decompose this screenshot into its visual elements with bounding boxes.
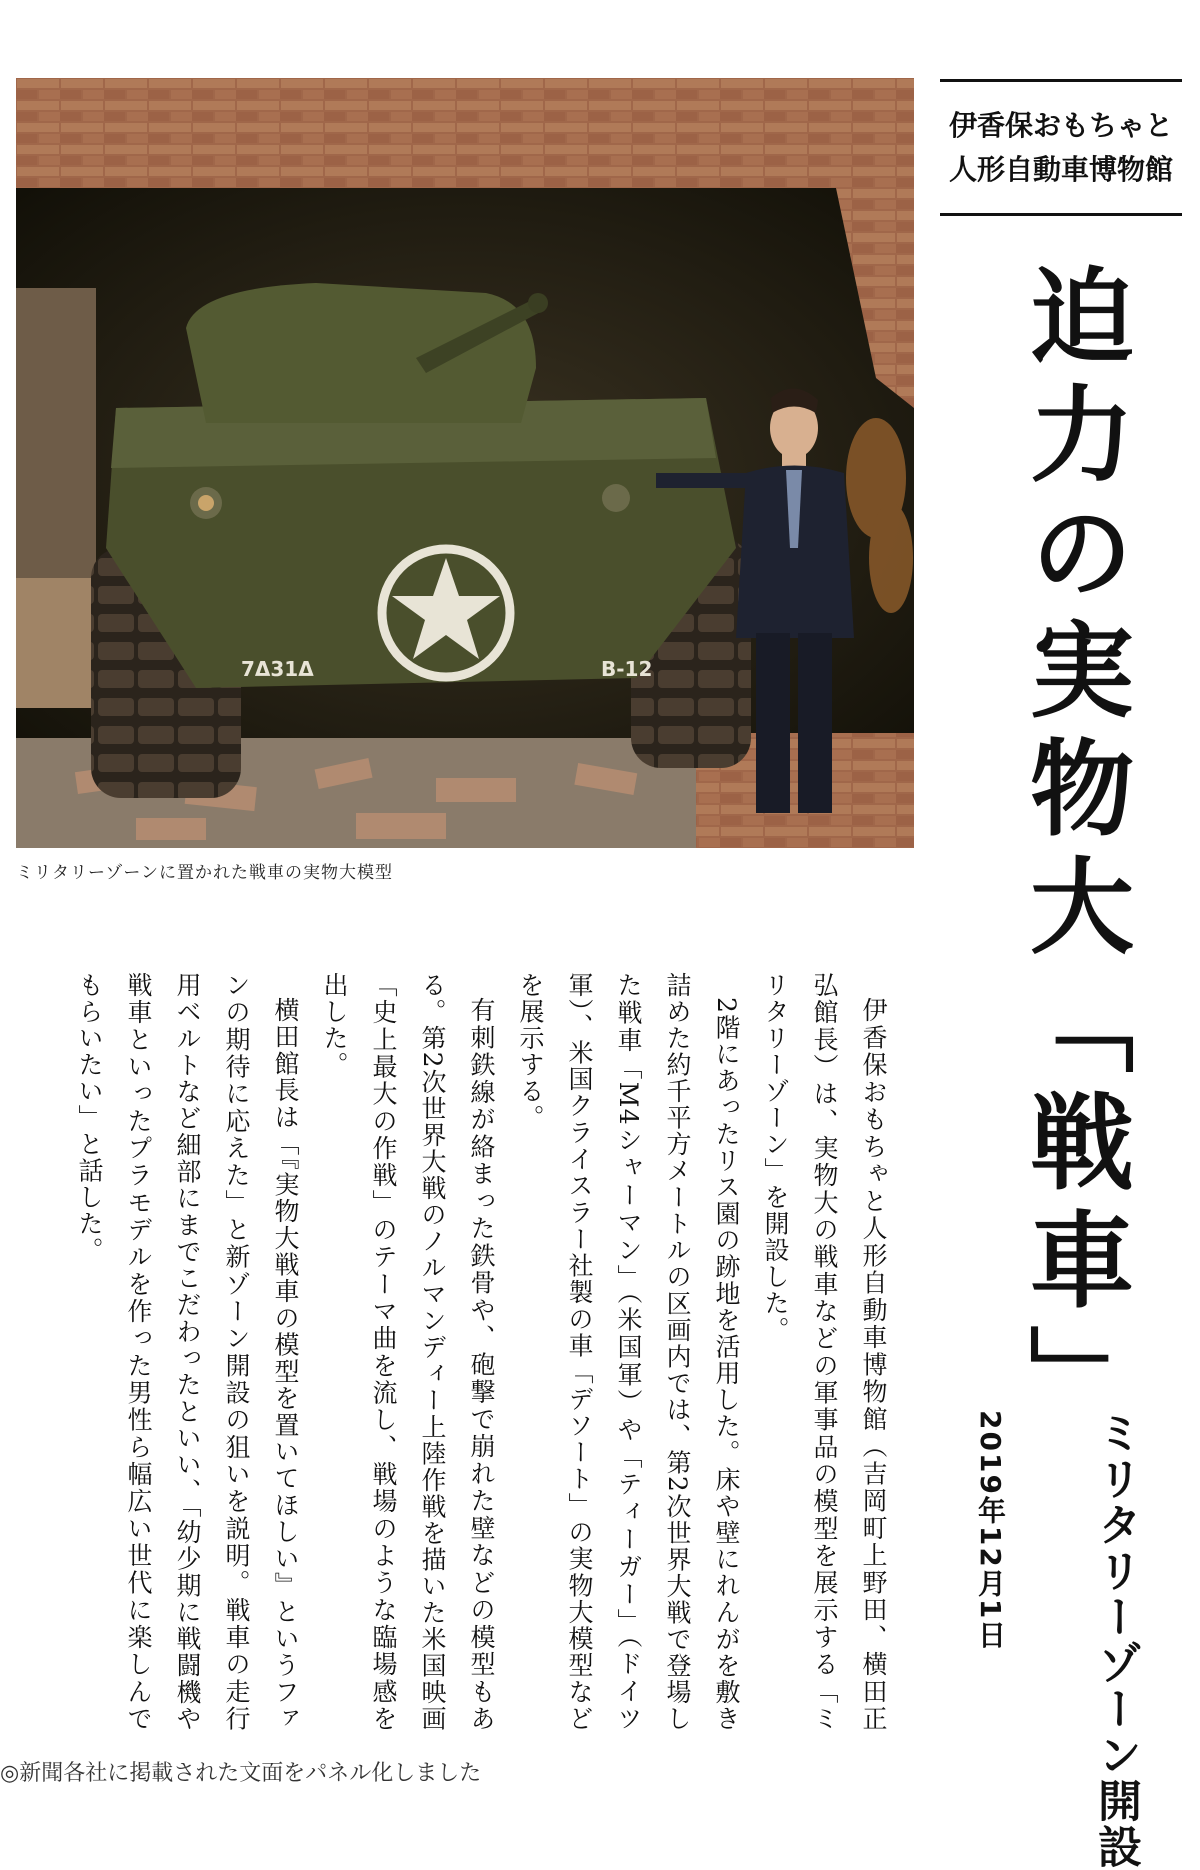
headline: 迫力の実物大「戦車」 [1012, 262, 1134, 1442]
subhead [972, 1410, 1142, 1870]
subhead-date: 2019年12月1日 [974, 1410, 1007, 1651]
museum-name-line-2: 人形自動車博物館 [948, 153, 1173, 186]
tank-photo-illustration [16, 78, 914, 848]
museum-name [940, 104, 1182, 192]
article-body [24, 972, 898, 1732]
article-paragraph: 横田館長は「『実物大戦車の模型を置いてほしい』というファンの期待に応えた」と新ゾーン開設の狙いを説明。戦車の走行用ベルトなど細部にまでこだわったといい、「幼少期に戦闘機や戦車といったプラモデルを作った男性ら幅広い世代に楽しんでもらいたい」と話した。 [75, 972, 300, 1732]
article-paragraph: 有刺鉄線が絡まった鉄骨や、砲撃で崩れた壁などの模型もある。第2次世界大戦のノルマンディー上陸作戦を描いた米国映画「史上最大の作戦」のテーマ曲を流し、戦場のような臨場感を出した。 [320, 972, 496, 1732]
article-paragraph: 2階にあったリス園の跡地を活用した。床や壁にれんがを敷き詰めた約千平方メートルの区画内では、第2次世界大戦で登場した戦車「M4シャーマン」（米国軍）や「ティーガー」（ドイツ軍）、米国クライスラー社製の車「デソート」の実物大模型などを展示する。 [516, 972, 741, 1732]
footer-note: ◎新聞各社に掲載された文面をパネル化しました [0, 1761, 482, 1786]
tank-marking-left: 7Δ31Δ [241, 657, 314, 681]
article-paragraph: 伊香保おもちゃと人形自動車博物館（吉岡町上野田、横田正弘館長）は、実物大の戦車などの軍事品の模型を展示する「ミリタリーゾーン」を開設した。 [761, 972, 888, 1733]
museum-name-line-1: 伊香保おもちゃと [948, 109, 1173, 142]
subhead-title: ミリタリーゾーン開設 [1090, 1410, 1141, 1870]
header-rule-top [940, 79, 1182, 82]
photo-caption: ミリタリーゾーンに置かれた戦車の実物大模型 [16, 863, 393, 883]
tank-marking-right: B-12 [601, 657, 653, 681]
article-photo [16, 78, 914, 848]
header-rule-bottom [940, 213, 1182, 216]
